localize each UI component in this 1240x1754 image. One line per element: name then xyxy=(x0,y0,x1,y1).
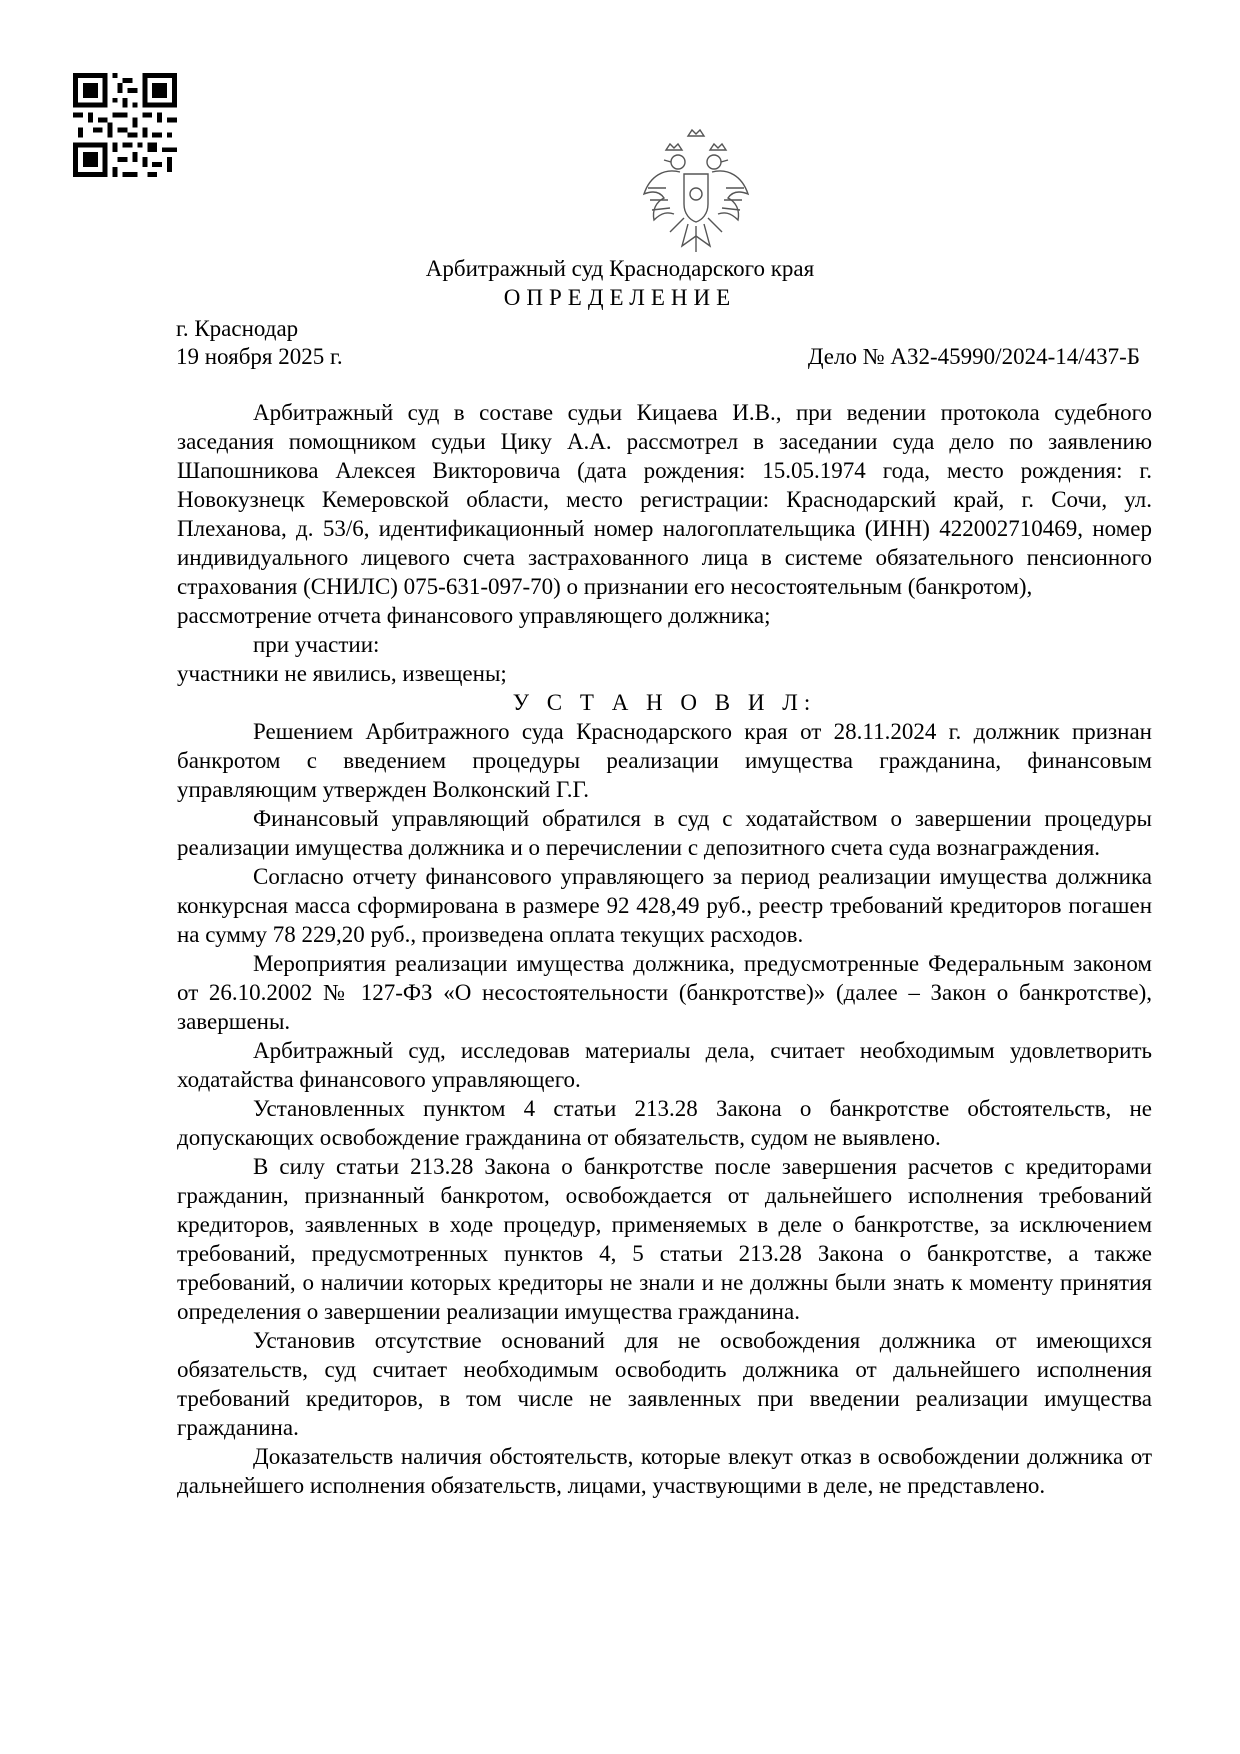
paragraph: Финансовый управляющий обратился в суд с ходатайством о завершении процедуры реализации имущества должника и о перечислении с депозитного счета суда вознаграждения. xyxy=(177,806,1152,860)
russian-coat-of-arms-icon xyxy=(636,128,756,256)
participation-value: участники не явились, извещены; xyxy=(177,661,507,686)
court-name: Арбитражный суд Краснодарского края xyxy=(425,256,815,281)
established-heading: У С Т А Н О В И Л: xyxy=(512,690,817,715)
case-number: Дело № А32-45990/2024-14/437-Б xyxy=(807,344,1140,369)
paragraph: Согласно отчету финансового управляющего за период реализации имущества должника конкурсная масса сформирована в размере 92 428,49 руб., реестр требований кредиторов погашен на сумму 78 229,20 руб., произведена оплата текущих расходов. xyxy=(177,864,1152,947)
city: г. Краснодар xyxy=(176,316,299,341)
qr-code-icon xyxy=(73,73,177,177)
paragraph: Установив отсутствие оснований для не освобождения должника от имеющихся обязательств, суд считает необходимым освободить должника от дальнейшего исполнения требований кредиторов, в том числе не заявленных при введении реализации имущества гражданина. xyxy=(177,1328,1152,1440)
paragraph: Мероприятия реализации имущества должника, предусмотренные Федеральным законом от 26.10.2002 № 127-ФЗ «О несостоятельности (банкротстве)» (далее – Закон о банкротстве), завершены. xyxy=(177,951,1152,1034)
paragraph: В силу статьи 213.28 Закона о банкротстве после завершения расчетов с кредиторами гражданин, признанный банкротом, освобождается от дальнейшего исполнения требований кредиторов, заявленных в ходе процедур, применяемых в деле о банкротстве, за исключением требований, предусмотренных пунктов 4, 5 статьи 213.28 Закона о банкротстве, а также требований, о наличии которых кредиторы не знали и не должны были знать к моменту принятия определения о завершении реализации имущества гражданина. xyxy=(177,1154,1152,1324)
document-title: ОПРЕДЕЛЕНИЕ xyxy=(503,285,737,310)
intro-subject: рассмотрение отчета финансового управляющего должника; xyxy=(177,603,771,628)
participation-label: при участии: xyxy=(253,632,380,657)
paragraph: Доказательств наличия обстоятельств, которые влекут отказ в освобождении должника от дальнейшего исполнения обязательств, лицами, участвующими в деле, не представлено. xyxy=(177,1444,1152,1498)
intro-paragraph: Арбитражный суд в составе судьи Кицаева И.В., при ведении протокола судебного заседания помощником судьи Цику А.А. рассмотрел в заседании суда дело по заявлению Шапошникова Алексея Викторовича (дата рождения: 15.05.1974 года, место рождения: г. Новокузнецк Кемеровской области, место регистрации: Краснодарский край, г. Сочи, ул. Плеханова, д. 53/6, идентификационный номер налогоплательщика (ИНН) 422002710469, номер индивидуального лицевого счета застрахованного лица в системе обязательного пенсионного страхования (СНИЛС) 075-631-097-70) о признании его несостоятельным (банкротом), xyxy=(177,400,1152,599)
document-body xyxy=(177,398,1152,1500)
document-date: 19 ноября 2025 г. xyxy=(176,344,343,369)
paragraph: Решением Арбитражного суда Краснодарского края от 28.11.2024 г. должник признан банкротом с введением процедуры реализации имущества гражданина, финансовым управляющим утвержден Волконский Г.Г. xyxy=(177,719,1152,802)
paragraph: Установленных пунктом 4 статьи 213.28 Закона о банкротстве обстоятельств, не допускающих освобождение гражданина от обязательств, судом не выявлено. xyxy=(177,1096,1152,1150)
paragraph: Арбитражный суд, исследовав материалы дела, считает необходимым удовлетворить ходатайства финансового управляющего. xyxy=(177,1038,1152,1092)
